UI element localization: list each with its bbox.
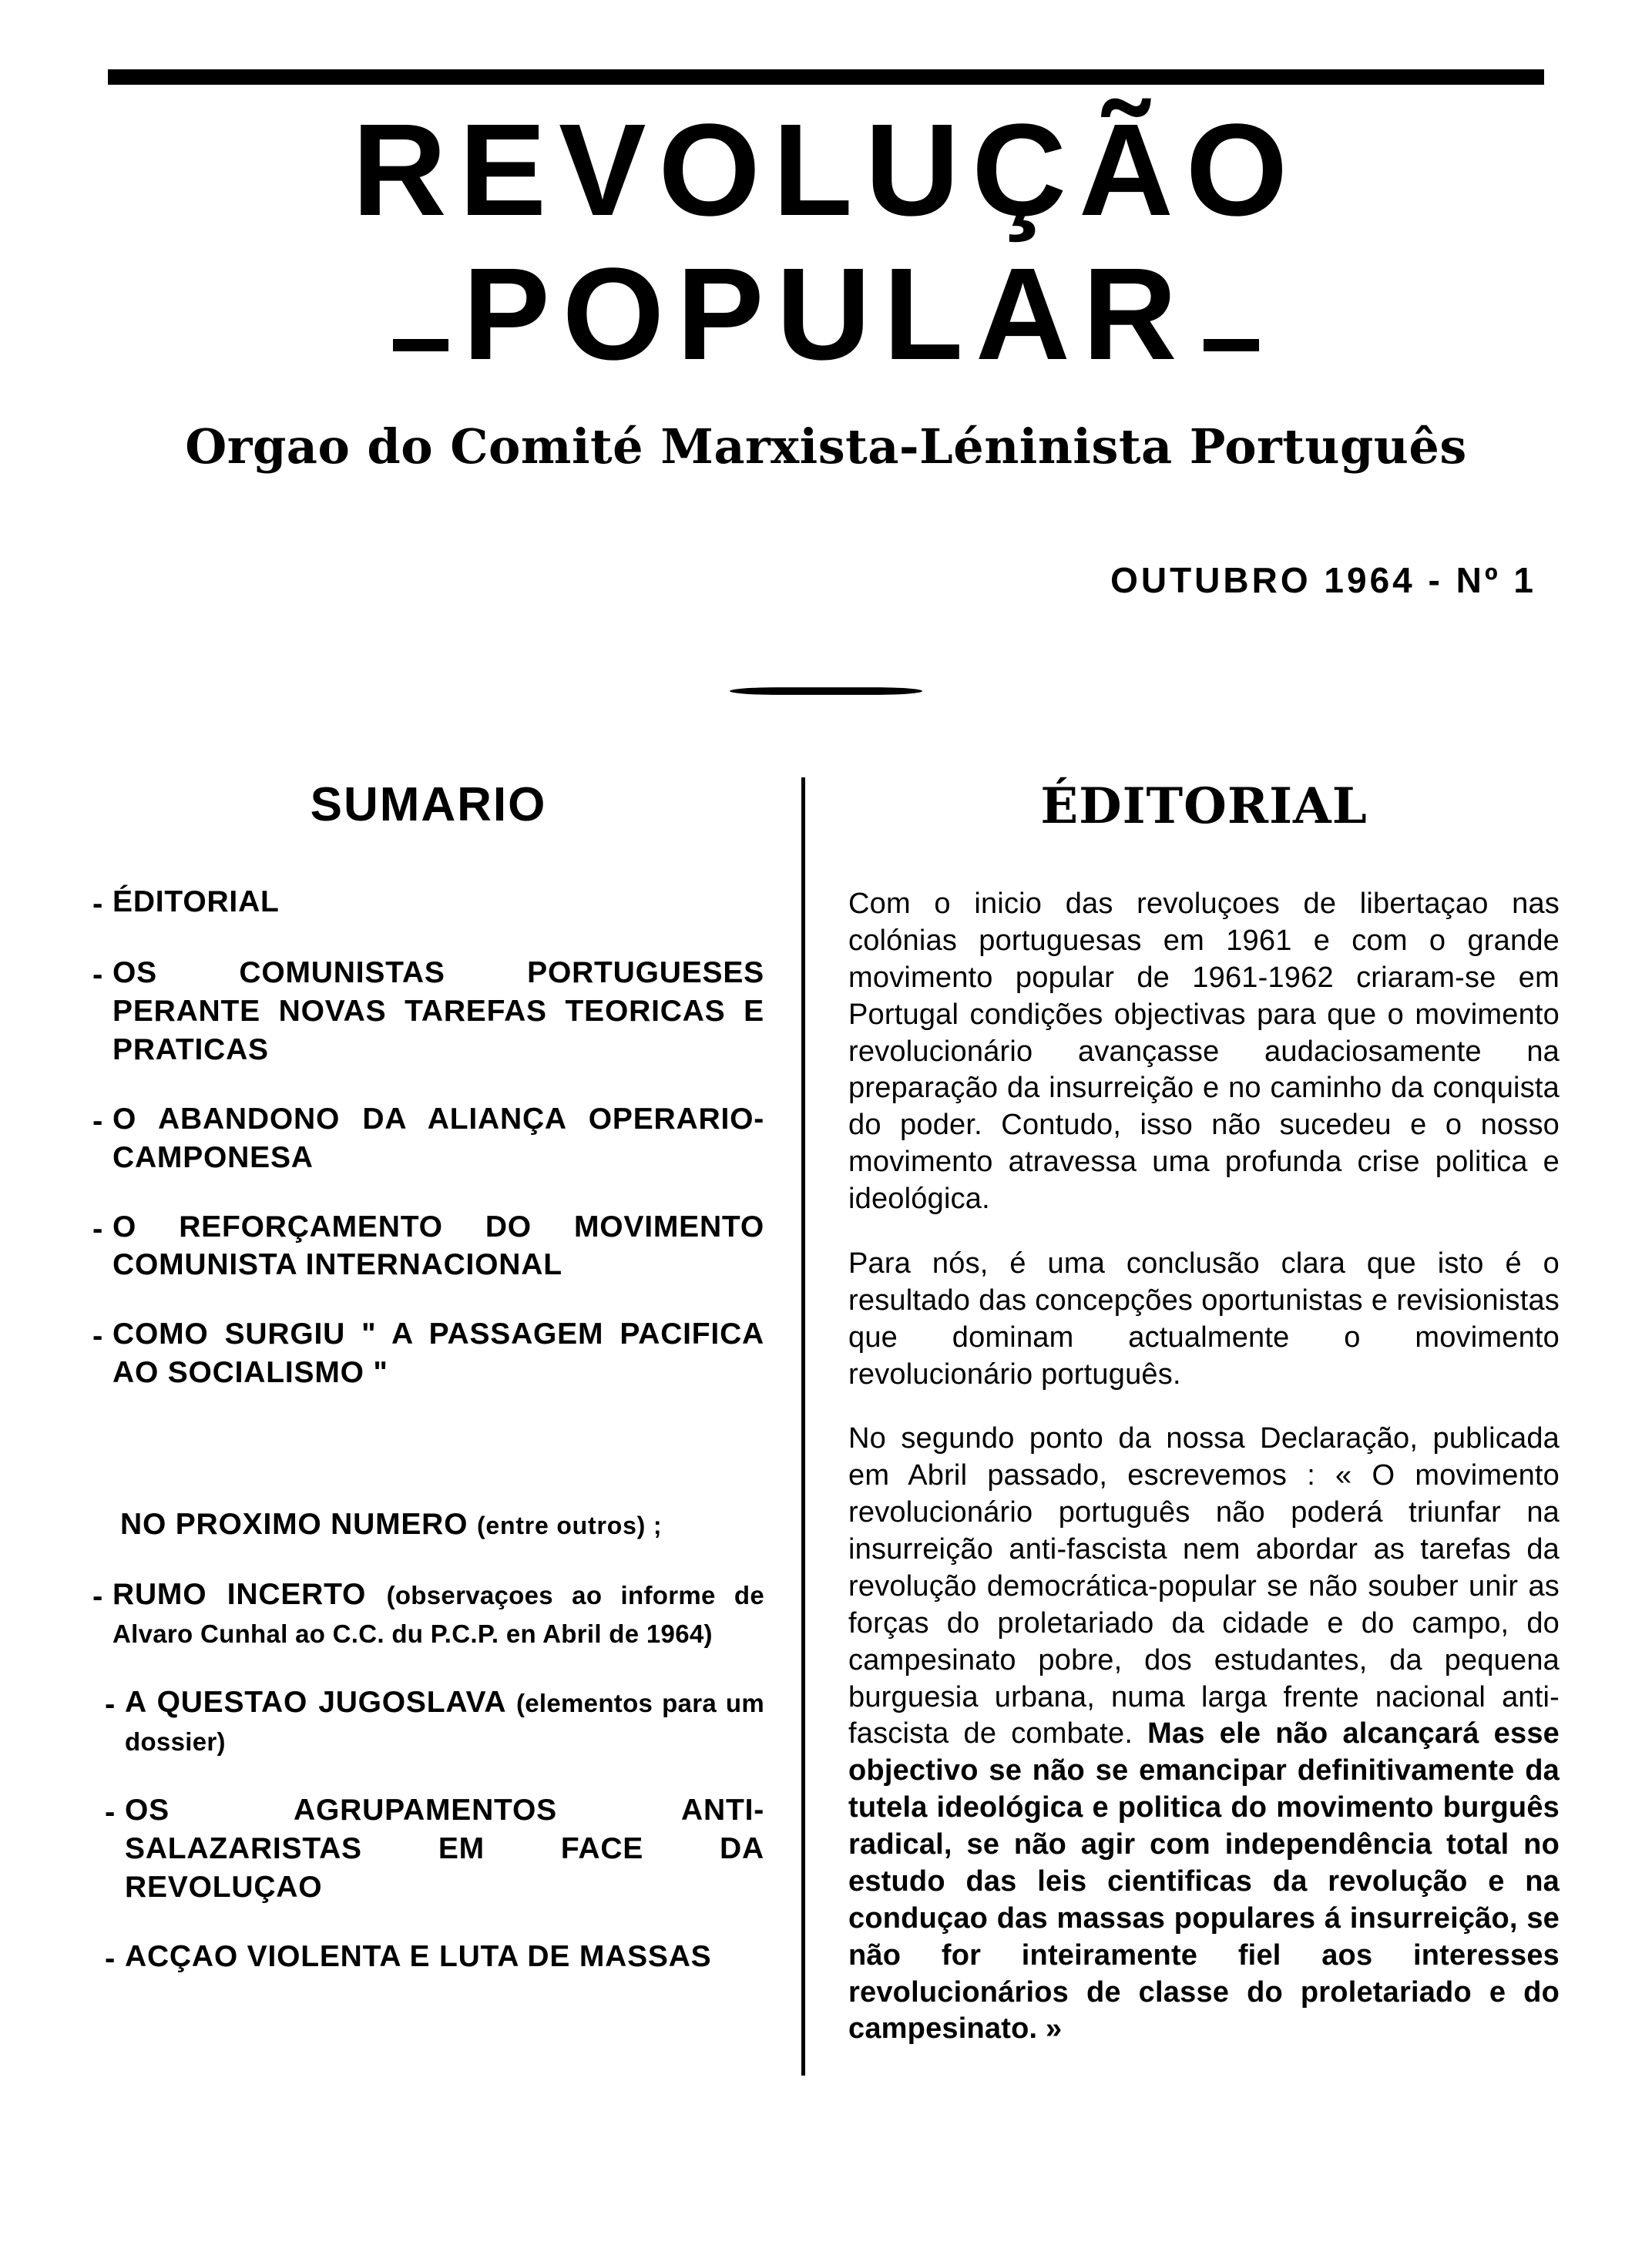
issue-date-line: OUTUBRO 1964 - Nº 1	[1110, 560, 1536, 600]
top-rule-divider	[108, 69, 1544, 85]
next-item-title: ACÇAO VIOLENTA E LUTA DE MASSAS	[125, 1939, 712, 1973]
bullet-icon: -	[92, 1211, 103, 1246]
bullet-icon: -	[92, 887, 103, 921]
summary-item-label: COMO SURGIU " A PASSAGEM PACIFICA AO SOCIALISMO "	[112, 1317, 764, 1390]
next-item-title: RUMO INCERTO	[112, 1578, 367, 1612]
list-item[interactable]	[92, 1208, 764, 1285]
bullet-icon: -	[92, 1103, 103, 1138]
editorial-paragraph-normal: No segundo ponto da nossa Declaração, publicada em Abril passado, escrevemos : « O movimento revolucionário português não poderá triunfar na insurreição anti-fascista nem abordar as tarefas da revolução democrática-popular se não souber unir as forças do proletariado da cidade e do campo, do campesinato pobre, dos estudantes, da pequena burguesia urbana, numa larga frente nacional anti-fascista de combate.	[848, 1422, 1560, 1750]
summary-heading: SUMARIO	[310, 778, 547, 831]
bullet-icon: -	[105, 1687, 116, 1721]
masthead-subtitle: Orgao do Comité Marxista-Léninista Português	[185, 418, 1467, 475]
bullet-icon: -	[92, 958, 103, 992]
bullet-icon: -	[92, 1579, 103, 1614]
list-item[interactable]	[92, 1315, 764, 1392]
list-item[interactable]	[105, 1683, 764, 1760]
list-item[interactable]	[92, 1576, 764, 1653]
left-dash-ornament	[393, 339, 448, 351]
editorial-paragraph	[848, 1421, 1560, 2048]
next-item-title: A QUESTAO JUGOSLAVA	[125, 1685, 505, 1719]
summary-column	[92, 777, 801, 2076]
next-item-note: (elementos para um dossier)	[125, 1688, 764, 1756]
summary-item-label: ÉDITORIAL	[112, 885, 280, 918]
next-item-title: OS AGRUPAMENTOS ANTI-SALAZARISTAS EM FACE DA REVOLUÇAO	[125, 1793, 764, 1904]
bullet-icon: -	[105, 1941, 116, 1975]
masthead-title-line1: REVOLUÇÃO	[351, 97, 1301, 243]
editorial-paragraph: Com o inicio das revoluçoes de libertaçao nas colónias portuguesas em 1961 e com o grande movimento popular de 1961-1962 criaram-se em Portugal condições objectivas para que o movimento revolucionário avançasse audaciosamente na preparação da insurreição e no caminho da conquista do poder. Contudo, isso não sucedeu e o nosso movimento atravessa uma profunda crise politica e ideológica.	[848, 888, 1560, 1215]
masthead-title-line2: POPULAR	[462, 240, 1190, 388]
list-item[interactable]	[92, 1100, 764, 1177]
next-issue-note: (entre outros) ;	[476, 1512, 663, 1540]
summary-item-label: O ABANDONO DA ALIANÇA OPERARIO-CAMPONESA	[112, 1102, 764, 1174]
bullet-icon: -	[105, 1794, 116, 1829]
editorial-heading: ÉDITORIAL	[1040, 777, 1368, 835]
editorial-column	[805, 777, 1560, 2076]
summary-item-label: OS COMUNISTAS PORTUGUESES PERANTE NOVAS TAREFAS TEORICAS E PRATICAS	[112, 956, 764, 1066]
editorial-paragraph: Para nós, é uma conclusão clara que isto é o resultado das concepções oportunistas e revisionistas que dominam actualmente o movimento revolucionário português.	[848, 1247, 1560, 1391]
next-item-note: (observaçoes ao informe de Alvaro Cunhal ao C.C. du P.C.P. en Abril de 1964)	[112, 1581, 764, 1649]
right-dash-ornament	[1204, 339, 1259, 351]
content-columns	[92, 777, 1560, 2076]
bullet-icon: -	[92, 1319, 103, 1354]
newspaper-page	[0, 69, 1652, 2242]
list-item[interactable]	[92, 954, 764, 1069]
masthead	[92, 97, 1560, 475]
lens-ornament	[730, 687, 922, 695]
list-item[interactable]	[92, 883, 764, 923]
editorial-paragraph-bold: Mas ele não alcançará esse objectivo se não se emancipar definitivamente da tutela ideológica e politica do movimento burguês radical, se não agir com independência total no estudo das leis cientificas da revolução e na conduçao das massas populares á insurreição, se não for inteiramente fiel aos interesses revolucionários de classe do proletariado e do campesinato. »	[848, 1717, 1560, 2046]
summary-item-label: O REFORÇAMENTO DO MOVIMENTO COMUNISTA INTERNACIONAL	[112, 1210, 764, 1282]
next-issue-label: NO PROXIMO NUMERO	[120, 1508, 468, 1542]
list-item[interactable]	[105, 1791, 764, 1907]
list-item[interactable]	[105, 1938, 764, 1978]
next-issue-heading	[120, 1508, 764, 1542]
